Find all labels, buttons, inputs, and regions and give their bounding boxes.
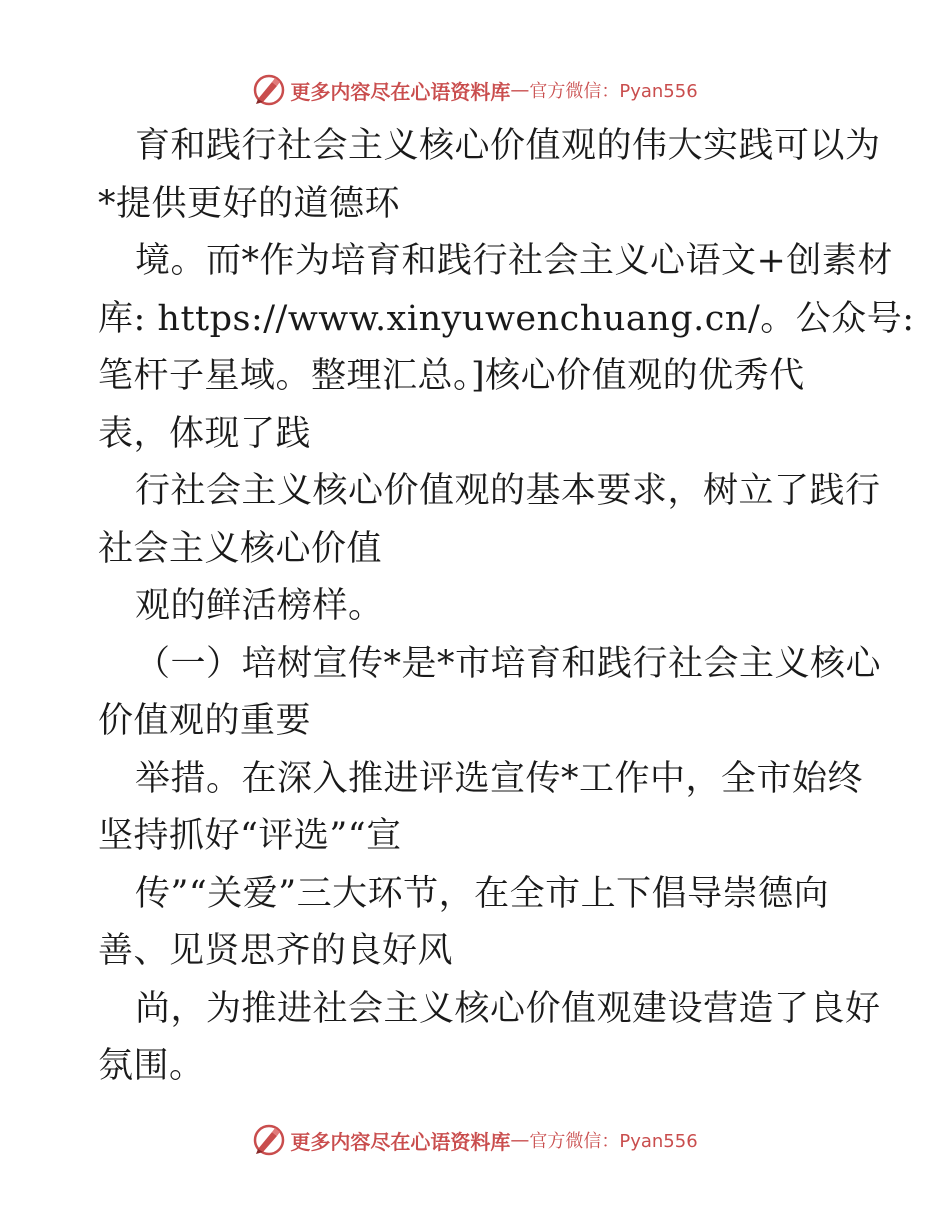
text-line: 表，体现了践 <box>98 413 312 454</box>
text-line: 境。而*作为培育和践行社会主义心语文+创素材 <box>135 241 893 281</box>
footer-dash: — <box>510 1129 530 1151</box>
text-line: 善、见贤思齐的良好风 <box>98 931 454 971</box>
header-dash: — <box>510 79 530 101</box>
text-line: 举措。在深入推进评选宣传*工作中，全市始终 <box>135 758 864 799</box>
text-line: 观的鲜活榜样。 <box>135 586 384 626</box>
text-line: 价值观的重要 <box>98 701 312 741</box>
text-line: 笔杆子星域。整理汇总。]核心价值观的优秀代 <box>98 356 805 396</box>
text-line: 尚，为推进社会主义核心价值观建设营造了良好 <box>135 988 881 1029</box>
pen-logo-icon <box>252 73 286 107</box>
text-line: *提供更好的道德环 <box>98 183 401 224</box>
text-line: 育和践行社会主义核心价值观的伟大实践可以为 <box>135 126 881 166</box>
text-line: 坚持抓好“评选”“宣 <box>98 816 402 856</box>
text-line: 传”“关爱”三大环节，在全市上下倡导崇德向 <box>135 873 830 914</box>
header-contact-text: 官方微信：Pyan556 <box>529 81 698 102</box>
text-line: 库: https://www.xinyuwenchuang.cn/。公众号: <box>98 298 915 339</box>
text-line: 氛围。 <box>98 1046 205 1086</box>
pen-logo-icon <box>252 1123 286 1157</box>
document-body <box>98 118 915 1096</box>
footer-brand-text: 更多内容尽在心语资料库 <box>290 1129 511 1154</box>
text-line: 行社会主义核心价值观的基本要求，树立了践行 <box>135 471 881 511</box>
text-line: （一）培树宣传*是*市培育和践行社会主义核心 <box>135 643 882 684</box>
text-line: 社会主义核心价值 <box>98 528 383 569</box>
footer-watermark <box>0 1120 950 1160</box>
footer-contact-text: 官方微信：Pyan556 <box>529 1131 698 1152</box>
header-brand-text: 更多内容尽在心语资料库 <box>290 79 511 104</box>
header-watermark <box>0 70 950 110</box>
